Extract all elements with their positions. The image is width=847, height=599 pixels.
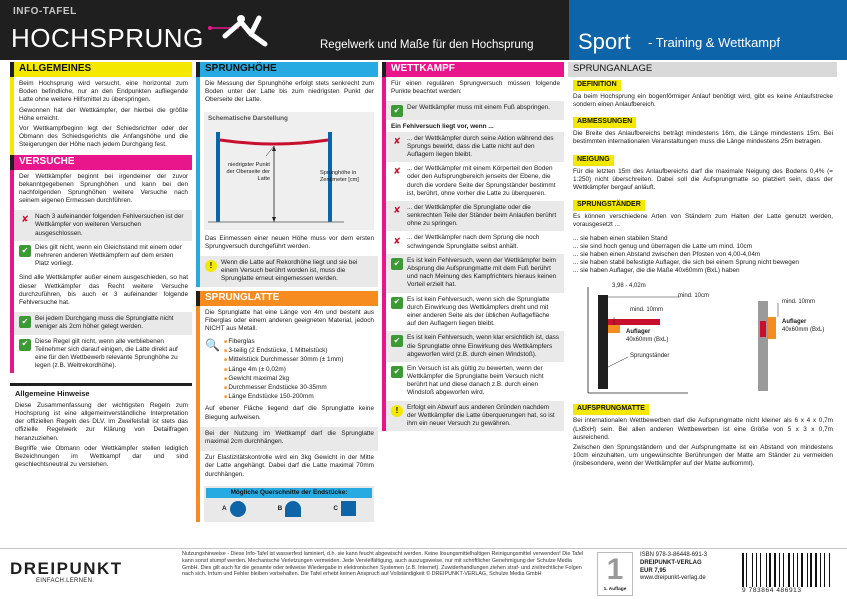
section-versuche (10, 170, 192, 374)
paragraph: Gewonnen hat der Wettkämpfer, der hierbei die größte Höhe erreicht. (19, 106, 188, 122)
spec-item: ■ Länge Endstücke 150-200mm (224, 393, 343, 401)
cross-icon: ✘ (393, 235, 401, 246)
section-header-wettkampf: WETTKAMPF (382, 62, 564, 77)
rule-text: Der Wettkämpfer muss mit einem Fuß abspringen. (407, 104, 551, 112)
paragraph: Die Breite des Anlaufbereichs beträgt mindestens 16m, die Länge mindestens 15m. Bei bestimmten internationalen Veranstaltungen muss die Länge mindestens 25m betragen. (573, 130, 833, 146)
cross-section-a (222, 501, 246, 517)
barcode-bar (820, 553, 822, 587)
barcode-bar (810, 553, 812, 587)
rule-row (14, 335, 192, 374)
section-sprunghoehe (196, 77, 378, 287)
series-subtitle: - Training & Wettkampf (648, 35, 780, 50)
check-icon: ✔ (19, 245, 31, 257)
spec-item: ■ Mittelstück Durchmesser 30mm (± 1mm) (224, 356, 343, 364)
paragraph: Begriffe wie Obmann oder Wettkämpfer stellen lediglich Bezeichnungen im Wettkampf dar und sind geschlechtsneutral zu verstehen. (15, 444, 188, 469)
subsection-header: SPRUNGSTÄNDER (573, 200, 645, 211)
rule-text: ... der Wettkämpfer mit einem Körperteil den Boden oder den Aufsprungbereich jenseits der Ebene, die durch die vordere Seite der Sprungständer bestimmt ist, berührt, ohne vorher die Latte zu überqueren. (407, 165, 556, 197)
diagram-label-min-10cm: mind. 10cm (678, 293, 710, 300)
check-icon: ✔ (391, 258, 403, 270)
cross-section-c (333, 501, 356, 517)
spec-item: ■ Gewicht maximal 2kg (224, 375, 343, 383)
rule-row (386, 132, 564, 163)
fehlversuch-heading: Ein Fehlversuch liegt vor, wenn ... (391, 123, 494, 131)
barcode-bar (824, 553, 825, 587)
section-neigung (568, 152, 837, 198)
warning-text: Wenn die Latte auf Rekordhöhe liegt und sie bei einem Versuch berührt worden ist, muss die Sprunglatte erneut eingemessen werden. (221, 258, 358, 283)
paragraph: Der Wettkämpfer beginnt bei irgendeiner der zuvor bekanntgegebenen Sprunghöhen und kann bei den nachfolgenden Sprunghöhen weitere Versuche nach seinem eigenen Ermessen durchführen. (19, 172, 188, 205)
column-facility (568, 62, 837, 474)
cross-section-row (206, 498, 372, 520)
rule-text: ... der Wettkämpfer nach dem Sprung die noch schwingende Sprunglatte selbst anhält. (407, 234, 540, 250)
staender-diagram (568, 277, 837, 401)
rule-text: Es ist kein Fehlversuch, wenn sich die Sprunglatte durch Einwirkung des Wettkämpfers dreht und mit einer anderen Seite als der üblichen Auflagefläche auf den Auflagern liegen bleibt. (407, 295, 550, 328)
paragraph: Für einen regulären Sprungversuch müssen folgende Punkte beachtet werden: (391, 80, 560, 96)
barcode-bar (826, 553, 828, 587)
series-title: Sport (578, 29, 631, 54)
spec-list (224, 338, 343, 402)
rule-row (14, 312, 192, 334)
cross-section-label: B (277, 504, 283, 512)
rule-row (386, 331, 564, 362)
barcode-bar (829, 553, 830, 587)
page-subtitle: Regelwerk und Maße für den Hochsprung (320, 39, 534, 51)
paragraph: Sind alle Wettkämpfer außer einem ausgeschieden, so hat dieser Wettkämpfer das Recht weitere Versuche durchzuführen, bis auch er 3 aufeinander folgende Fehlversuche hat. (19, 274, 188, 306)
subsection-header: DEFINITION (573, 80, 621, 91)
column-competition (382, 62, 564, 431)
diagram-caption: Schematische Darstellung (208, 114, 288, 122)
check-icon: ✔ (391, 335, 403, 347)
square-section-icon (341, 501, 356, 516)
list-item: ... sie haben einen stabilen Stand (573, 234, 668, 242)
section-allgemeines (10, 77, 192, 155)
warning-row (386, 401, 564, 432)
spec-item: ■ Fiberglas (224, 338, 343, 346)
check-icon: ✔ (391, 366, 403, 378)
barcode-bar (781, 553, 783, 587)
check-icon: ✔ (391, 105, 403, 117)
diagram-label-min-10mm-side: mind. 10mm (782, 299, 816, 306)
staender-list (568, 235, 837, 276)
publisher: DREIPUNKT-VERLAG (640, 559, 702, 566)
barcode-bar (791, 553, 792, 587)
section-definition (568, 77, 837, 114)
rule-row (386, 254, 564, 293)
barcode-bar (769, 553, 771, 587)
brand-tagline: EINFACH.LERNEN. (36, 578, 95, 584)
paragraph: Die Sprunglatte hat eine Länge von 4m und besteht aus Fiberglas oder einem anderen geeigneten Material, jedoch NICHT aus Metall. (205, 308, 374, 332)
barcode-bar (794, 553, 796, 587)
rule-row (386, 162, 564, 201)
barcode-icon (742, 551, 840, 587)
cross-section-panel (204, 486, 374, 522)
paragraph: Auf ebener Fläche liegend darf die Sprunglatte keine Biegung aufweisen. (205, 405, 374, 421)
edition-number: 1 (606, 553, 624, 586)
barcode-bar (752, 553, 753, 587)
section-abmessungen (568, 114, 837, 151)
barcode-bar (818, 553, 819, 587)
diagram-label-height: Sprunghöhe in Zentimeter [cm] (320, 169, 359, 183)
cross-icon: ✘ (21, 214, 29, 225)
barcode-bar (756, 553, 757, 587)
rule-text: Es ist kein Fehlversuch, wenn der Wettkämpfer beim Absprung die Aufsprungmatte mit dem Fuß berührt und nach Meinung des Kampfrichters hieraus keinen Vorteil erzielt hat. (407, 256, 557, 289)
barcode-bar (766, 553, 767, 587)
section-header-sprunglatte: SPRUNGLATTE (196, 291, 378, 306)
section-header-allgemeines: ALLGEMEINES (10, 62, 192, 77)
barcode-bar (799, 553, 800, 587)
check-icon: ✔ (19, 316, 31, 328)
barcode-bar (808, 553, 809, 587)
cross-icon: ✘ (393, 166, 401, 177)
list-item: ... sie haben Auflager, die die Maße 40x60mm (BxL) haben (573, 267, 740, 275)
rule-row (14, 241, 192, 272)
barcode-bar (774, 553, 776, 587)
barcode-bar (822, 553, 823, 587)
cross-icon: ✘ (393, 205, 401, 216)
usage-note: Nutzungshinweise - Diese Info-Tafel ist wasserfest laminiert, d.h. sie kann feucht abgewischt werden. Keine lösungsmittelhaltigen Reinigungsmittel verwenden! Die Tafel kann sonst stumpf werden. Mechanische Verletzungen vermeiden. Jede Vervielfältigung, auch auszugsweise, nur mit schriftlicher Genehmigung der Schulze Media GmbH. Dies gilt auch für die gesamte oder teilweise Wiedergabe in elektronischen Systemen (z.B. Internet). Zuwiderhandlungen ziehen straf- und zivilrechtliche Folgen nach sich. Irrtum und Fehler bleiben vorbehalten. Die Tafel erhebt keinen Anspruch auf Vollständigkeit © DREIPUNKT-VERLAG, Schulze Media GmbH (182, 551, 584, 578)
warning-icon: ! (391, 405, 403, 417)
website: www.dreipunkt-verlag.de (640, 575, 706, 582)
barcode-bar (753, 553, 755, 587)
cross-icon: ✘ (393, 135, 401, 146)
rule-row (14, 210, 192, 241)
subsection-header: NEIGUNG (573, 155, 614, 166)
warning-icon: ! (205, 260, 217, 272)
diagram-label-width: 3,98 - 4,02m (612, 283, 646, 290)
rule-row (386, 362, 564, 401)
barcode-bar (830, 553, 832, 587)
spec-item: ■ 3-teilig (2 Endstücke, 1 Mittelstück) (224, 347, 343, 355)
barcode-bar (804, 553, 806, 587)
spec-item: ■ Durchmesser Endstücke 30-35mm (224, 384, 343, 392)
paragraph: Beim Hochsprung wird versucht, eine horizontal zum Boden befindliche, nur an den Endpunkten aufliegende Latte ohne weitere Hilfsmittel zu überspringen. (19, 80, 188, 104)
barcode-bar (788, 553, 790, 587)
paragraph: Zwischen den Sprungständern und der Aufsprungmatte ist ein Abstand von mindestens 10cm einzuhalten, um ungewünschte Berührungen der Matte am Ständer zu vermeiden (insbesondere, wenn der Wettkämpfer auf der Matte aufkommt). (573, 443, 833, 468)
cross-section-label: C (333, 504, 338, 512)
rule-text: Es ist kein Fehlversuch, wenn klar ersichtlich ist, dass die Sprunglatte ohne Einwirkung des Wettkämpfers abgeworfen wird (z.B. durch einen Windstoß). (407, 334, 560, 358)
list-item: ... sie haben stabil befestigte Auflager, die sich bei einem Sprung nicht bewegen (573, 259, 799, 267)
page-title: HOCHSPRUNG (11, 23, 204, 53)
barcode-bar (777, 553, 778, 587)
section-staender (568, 197, 837, 401)
spec-item: ■ Länge 4m (± 0,02m) (224, 366, 343, 374)
price: EUR 7,95 (640, 567, 667, 574)
diagram-label-auflager-side: Auflager (782, 319, 807, 326)
rule-text: ... der Wettkämpfer die Sprunglatte oder die senkrechten Teile der Ständer beim Anlaufen berührt ohne zu springen. (407, 203, 557, 228)
barcode-bar (779, 553, 780, 587)
rule-row (386, 231, 564, 253)
paragraph: Zur Elastizitätskontrolle wird ein 3kg Gewicht in der Mitte der Latte angehängt. Dabei darf die Latte maximal 70mm durchhängen. (205, 454, 374, 478)
warning-text: Erfolgt ein Abwurf aus anderen Gründen nachdem der Wettkämpfer die Latte überquerungen hat, so ist ihm ein neuer Versuch zu gewähren. (407, 403, 555, 427)
barcode-bar (813, 553, 814, 587)
magnifier-icon: 🔍 (205, 338, 220, 353)
barcode-bar (758, 553, 759, 587)
section-header-versuche: VERSUCHE (10, 155, 192, 170)
paragraph: Bei der Nutzung im Wettkampf darf die Sprunglatte maximal 2cm durchhängen. (205, 429, 374, 445)
barcode-bar (785, 553, 787, 587)
diagram-label-min-10mm: mind. 10mm (630, 307, 664, 314)
paragraph: Diese Zusammenfassung der wichtigsten Regeln zum Hochsprung ist eine allgemeinverständliche Interpretation der offiziellen Regeln des DLV. Im Zweifelsfall ist stets das offizielle Regelwerk zur Klärung von Detailfragen heranzuziehen. (15, 401, 188, 442)
paragraph: Da beim Hochsprung ein bogenförmiger Anlauf benötigt wird, gibt es keine Anlaufstrecke sondern einen Anlaufbereich. (573, 92, 833, 109)
warning-row (200, 256, 378, 287)
section-hinweise (10, 383, 192, 474)
rule-row (386, 293, 564, 332)
circle-section-icon (230, 501, 246, 517)
list-item: ... sie haben einen Abstand zwischen den Pfosten von 4,00-4,04m (573, 250, 761, 258)
barcode-bar (745, 553, 746, 587)
rule-text: Ein Versuch ist als gültig zu bewerten, wenn der Wettkämpfer die Sprunglatte beim Versuch nicht berührt hat und diese danach z.B. durch einen Windstoß abgeworfen wird. (407, 364, 544, 397)
rule-text: ... der Wettkämpfer durch seine Aktion während des Sprungs bewirkt, dass die Latte nicht auf den Auflagern liegen bleibt. (407, 134, 554, 158)
flat-circle-section-icon (285, 501, 301, 517)
check-icon: ✔ (391, 297, 403, 309)
paragraph: Vor Wettkampfbeginn legt der Schiedsrichter oder der Obmann des Schiedsgerichts die Anfangshöhe und die Steigerungen der Höhe nach jedem Durchgang fest. (19, 124, 188, 149)
list-item: ... sie sind hoch genug und überragen die Latte um mind. 10cm (573, 242, 753, 250)
cross-section-b (278, 501, 302, 517)
barcode-bar (748, 553, 750, 587)
section-sprunglatte (196, 306, 378, 522)
height-diagram (204, 112, 374, 230)
subsection-header: AUFSPRUNGMATTE (573, 404, 649, 415)
paragraph: Die Messung der Sprunghöhe erfolgt stets senkrecht zum Boden unter der Latte bis zum niedrigsten Punkt der Oberseite der Latte. (205, 80, 374, 104)
rule-row (386, 101, 564, 120)
high-jump-logo-icon (205, 14, 275, 50)
spec-block (200, 338, 378, 402)
barcode-bar (797, 553, 798, 587)
barcode-bar (742, 553, 744, 587)
cross-section-title: Mögliche Querschnitte der Endstücke: (206, 488, 372, 498)
cross-section-label: A (222, 504, 227, 512)
paragraph: Für die letzten 15m des Anlaufbereichs darf die maximale Neigung des Bodens 0,4% (= 1:250) nicht überschreiten. Dabei soll die Aufsprungmatte so platziert sein, dass der Wettkämpfer bergauf anläuft. (573, 167, 833, 191)
rule-text: Nach 3 aufeinander folgenden Fehlversuchen ist der Wettkämpfer von weiteren Versuchen ausgeschlossen. (35, 213, 184, 237)
brand-logo: DREIPUNKT (10, 559, 123, 578)
section-header-sprunganlage: SPRUNGANLAGE (568, 62, 837, 77)
rule-text: Bei jedem Durchgang muss die Sprunglatte nicht weniger als 2cm höher gelegt werden. (35, 315, 174, 331)
publication-info (640, 552, 707, 583)
subsection-header: ABMESSUNGEN (573, 117, 636, 128)
barcode-bar (762, 553, 764, 587)
barcode-bar (793, 553, 794, 587)
rule-text: Dies gilt nicht, wenn ein Gleichstand mit einem oder mehreren anderen Wettkämpfern auf dem ersten Platz vorliegt. (35, 243, 182, 268)
rule-text: Diese Regel gilt nicht, wenn alle verbliebenen Teilnehmer sich darauf einigen, die Latte direkt auf eine für den Wettbewerb relevante Sprunghöhe zu legen (z.B. Weltrekordhöhe). (35, 337, 178, 370)
barcode-bar (815, 553, 817, 587)
barcode-bar (807, 553, 808, 587)
column-general (10, 62, 192, 474)
check-icon: ✔ (19, 339, 31, 351)
paragraph: Es können verschiedene Arten von Ständern zum Halten der Latte genutzt werden, vorausgesetzt ... (573, 213, 833, 229)
section-header-sprunghoehe: SPRUNGHÖHE (196, 62, 378, 77)
diagram-label-staender: Sprungständer (630, 353, 670, 360)
barcode-bar (746, 553, 747, 587)
section-matte (568, 401, 837, 473)
edition-badge (597, 552, 633, 596)
barcode-bar (767, 553, 768, 587)
barcode-bar (772, 553, 773, 587)
diagram-label-auflager-side-size: 40x60mm (BxL) (782, 327, 825, 334)
barcode-bar (783, 553, 784, 587)
barcode-bar (801, 553, 803, 587)
isbn: ISBN 978-3-86448-691-3 (640, 552, 708, 558)
paragraph: Bei internationalen Wettbewerben darf die Aufsprungmatte nicht kleiner als 6 x 4 x 0,7m (LxBxH) sein. Bei allen anderen Wettbewerben ist eine Größe von 5 x 3 x 0,7m ausreichend. (573, 417, 833, 441)
edition-label: 1. Auflage (603, 587, 627, 592)
column-height (196, 62, 378, 524)
barcode-bar (760, 553, 762, 587)
section-header-hinweise: Allgemeine Hinweise (15, 389, 90, 399)
section-wettkampf (382, 77, 564, 431)
paragraph: Das Einmessen einer neuen Höhe muss vor dem ersten Sprungversuch durchgeführt werden. (205, 234, 374, 250)
rule-row (386, 201, 564, 232)
barcode-number: 9 783864 486913 (742, 587, 802, 594)
diagram-label-lowest-point: niedrigster Punkt der Oberseite der Latte (226, 161, 270, 182)
header-info-label: INFO-TAFEL (13, 6, 77, 17)
diagram-label-auflager: Auflager (626, 329, 651, 336)
diagram-label-auflager-size: 40x60mm (BxL) (626, 337, 669, 344)
